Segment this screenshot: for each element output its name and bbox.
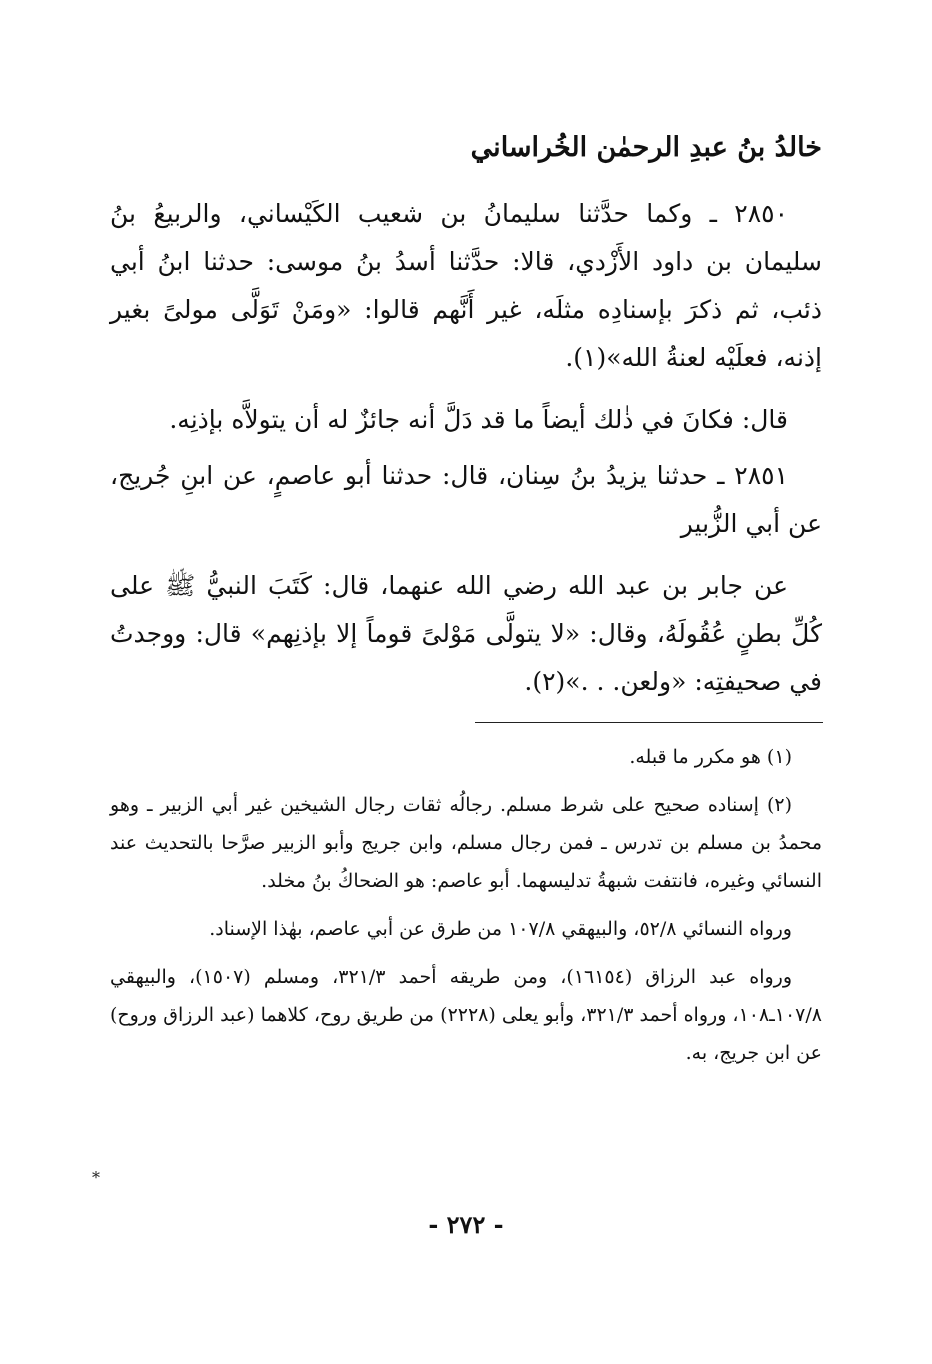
page-number: - ٢٧٢ -: [428, 1210, 504, 1239]
footnote-1: (١) هو مكرر ما قبله.: [629, 746, 792, 768]
hadith-2851-text: عن جابر بن عبد الله رضي الله عنهما، قال: كَتَبَ النبيُّ ﷺ على كُلِّ بطنٍ عُقُولَهُ، وقال: «لا يتولَّى مَوْلىً قوماً إلا بإذنِهم» قال: ووجدتُ في صحيفتِه: «ولعن. . .»(٢).: [110, 571, 822, 696]
footnote-2-continued-2: ورواه عبد الرزاق (١٦١٥٤)، ومن طريقه أحمد ٣٢١/٣، ومسلم (١٥٠٧)، والبيهقي ١٠٧/٨ـ١٠٨، ورواه أحمد ٣٢١/٣، وأبو يعلى (٢٢٢٨) من طريق روح، كلاهما (عبد الرزاق وروح) عن ابن جريج، به.: [110, 966, 822, 1064]
hadith-2850: ٢٨٥٠ ـ وكما حدَّثنا سليمانُ بن شعيب الكَيْساني، والربيعُ بنُ سليمان بن داود الأَزْدي، قالا: حدَّثنا أسدُ بنُ موسى: حدثنا ابنُ أبي ذئب، ثم ذكرَ بإسنادِه مثلَه، غير أَنَّهم قالوا: «ومَنْ تَوَلَّى مولىً بغير إذنه، فعلَيْه لعنةُ الله»(١).: [110, 199, 822, 372]
footnote-separator: [475, 722, 823, 723]
footnotes: [110, 738, 822, 1082]
hadith-2851-chain: ٢٨٥١ ـ حدثنا يزيدُ بنُ سِنان، قال: حدثنا أبو عاصمٍ، عن ابنِ جُريج، عن أبي الزُّبير: [110, 461, 822, 538]
commentary-paragraph: قال: فكانَ في ذٰلك أيضاً ما قد دَلَّ أنه جائزٌ له أن يتولاَّه بإذنِه.: [169, 405, 788, 434]
section-heading: خالدُ بنُ عبدِ الرحمٰن الخُراساني: [470, 132, 822, 163]
footnote-2: (٢) إسناده صحيح على شرط مسلم. رجالُه ثقات رجال الشيخين غير أبي الزبير ـ وهو محمدُ بن مسلم بن تدرس ـ فمن رجال مسلم، وابن جريج وأبو الزبير صرَّحا بالتحديث عند النسائي وغيره، فانتفت شبهةُ تدليسهما. أبو عاصم: هو الضحاكُ بنُ مخلد.: [110, 794, 822, 892]
main-text: [110, 120, 822, 714]
margin-mark: *: [92, 1168, 100, 1187]
footnote-2-continued: ورواه النسائي ٥٢/٨، والبيهقي ١٠٧/٨ من طرق عن أبي عاصم، بهٰذا الإسناد.: [209, 918, 792, 940]
